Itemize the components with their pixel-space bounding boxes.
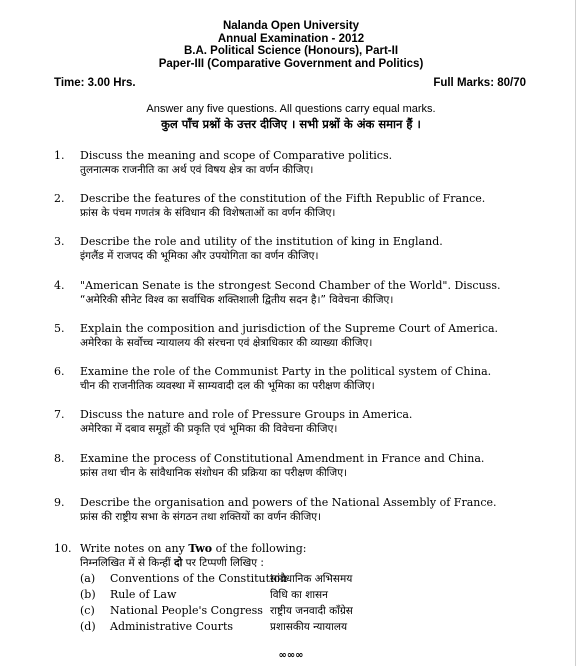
sub-item-english: National People's Congress bbox=[110, 604, 263, 617]
sub-item-label: (d) bbox=[80, 620, 96, 633]
sub-item-label: (b) bbox=[80, 588, 96, 601]
question-number: 9. bbox=[54, 496, 65, 509]
page-edge-line bbox=[575, 0, 576, 666]
question-number: 3. bbox=[54, 235, 65, 248]
question-number: 4. bbox=[54, 279, 65, 292]
question-english: Explain the composition and jurisdiction of the Supreme Court of America. bbox=[80, 322, 499, 335]
question-hindi: निम्नलिखित में से किन्हीं दो पर टिप्पणी लिखिए : bbox=[80, 557, 264, 569]
question-number: 2. bbox=[54, 192, 65, 205]
question-english: Discuss the nature and role of Pressure Groups in America. bbox=[80, 408, 413, 421]
question-hindi: अमेरिका के सर्वोच्च न्यायालय की संरचना एवं क्षेत्राधिकार की व्याख्या कीजिए। bbox=[80, 337, 373, 349]
instructions-english: Answer any five questions. All questions carry equal marks. bbox=[146, 103, 436, 115]
question-english: Describe the features of the constitution of the Fifth Republic of France. bbox=[80, 192, 486, 205]
exam-title: Annual Examination - 2012 bbox=[217, 32, 365, 45]
question-hindi: इंगलैंड में राजपद की भूमिका और उपयोगिता का वर्णन कीजिए। bbox=[80, 250, 319, 262]
question-hindi: फ्रांस तथा चीन के सांवैधानिक संशोधन की प्रक्रिया का परीक्षण कीजिए। bbox=[80, 467, 347, 479]
question-hindi: चीन की राजनीतिक व्यवस्था में साम्यवादी दल की भूमिका का परीक्षण कीजिए। bbox=[80, 380, 375, 392]
sub-item-label: (a) bbox=[80, 572, 96, 585]
question-number: 10. bbox=[54, 542, 72, 555]
university-name: Nalanda Open University bbox=[222, 20, 360, 32]
question-english: Describe the organisation and powers of the National Assembly of France. bbox=[80, 496, 497, 509]
paper-name: Paper-III (Comparative Government and Politics) bbox=[158, 57, 424, 70]
sub-item-label: (c) bbox=[80, 604, 95, 617]
sub-item-hindi: राष्ट्रीय जनवादी कॉंग्रेस bbox=[270, 605, 353, 617]
sub-item-hindi: प्रशासकीय न्यायालय bbox=[270, 621, 348, 633]
question-english: Examine the role of the Communist Party in the political system of China. bbox=[80, 365, 492, 378]
exam-time: Time: 3.00 Hrs. bbox=[54, 77, 136, 89]
sub-item-english: Conventions of the Constitution bbox=[110, 572, 288, 585]
question-hindi: फ्रांस के पंचम गणतंत्र के संविधान की विशेषताओं का वर्णन कीजिए। bbox=[80, 207, 336, 219]
question-hindi: अमेरिका में दबाव समूहों की प्रकृति एवं भूमिका की विवेचना कीजिए। bbox=[80, 423, 338, 435]
question-number: 6. bbox=[54, 365, 65, 378]
instructions-hindi: कुल पाँच प्रश्नों के उत्तर दीजिए । सभी प्रश्नों के अंक समान हैं । bbox=[161, 117, 421, 131]
course-name: B.A. Political Science (Honours), Part-II bbox=[183, 45, 399, 57]
exam-header bbox=[0, 20, 582, 70]
question-hindi: फ्रांस की राष्ट्रीय सभा के संगठन तथा शक्तियों का वर्णन कीजिए। bbox=[80, 511, 322, 523]
question-english: "American Senate is the strongest Second Chamber of the World". Discuss. bbox=[80, 279, 501, 292]
end-ornament: ∞∞∞ bbox=[278, 650, 304, 661]
question-english: Write notes on any Two of the following: bbox=[80, 542, 307, 555]
full-marks: Full Marks: 80/70 bbox=[433, 77, 526, 89]
question-number: 5. bbox=[54, 322, 65, 335]
question-english: Describe the role and utility of the institution of king in England. bbox=[80, 235, 443, 248]
question-number: 7. bbox=[54, 408, 65, 421]
sub-item-english: Rule of Law bbox=[110, 588, 177, 601]
question-hindi: तुलनात्मक राजनीति का अर्थ एवं विषय क्षेत्र का वर्णन कीजिए। bbox=[80, 164, 314, 176]
question-hindi: “अमेरिकी सीनेट विश्व का सर्वाधिक शक्तिशाली द्वितीय सदन है।” विवेचना कीजिए। bbox=[80, 294, 394, 306]
exam-meta bbox=[54, 77, 526, 89]
question-number: 1. bbox=[54, 149, 65, 162]
question-english: Discuss the meaning and scope of Comparative politics. bbox=[80, 149, 393, 162]
sub-item-english: Administrative Courts bbox=[110, 620, 234, 633]
question-number: 8. bbox=[54, 452, 65, 465]
question-english: Examine the process of Constitutional Amendment in France and China. bbox=[80, 452, 485, 465]
sub-item-hindi: सांवैधानिक अभिसमय bbox=[270, 573, 353, 585]
sub-item-hindi: विधि का शासन bbox=[270, 589, 328, 601]
